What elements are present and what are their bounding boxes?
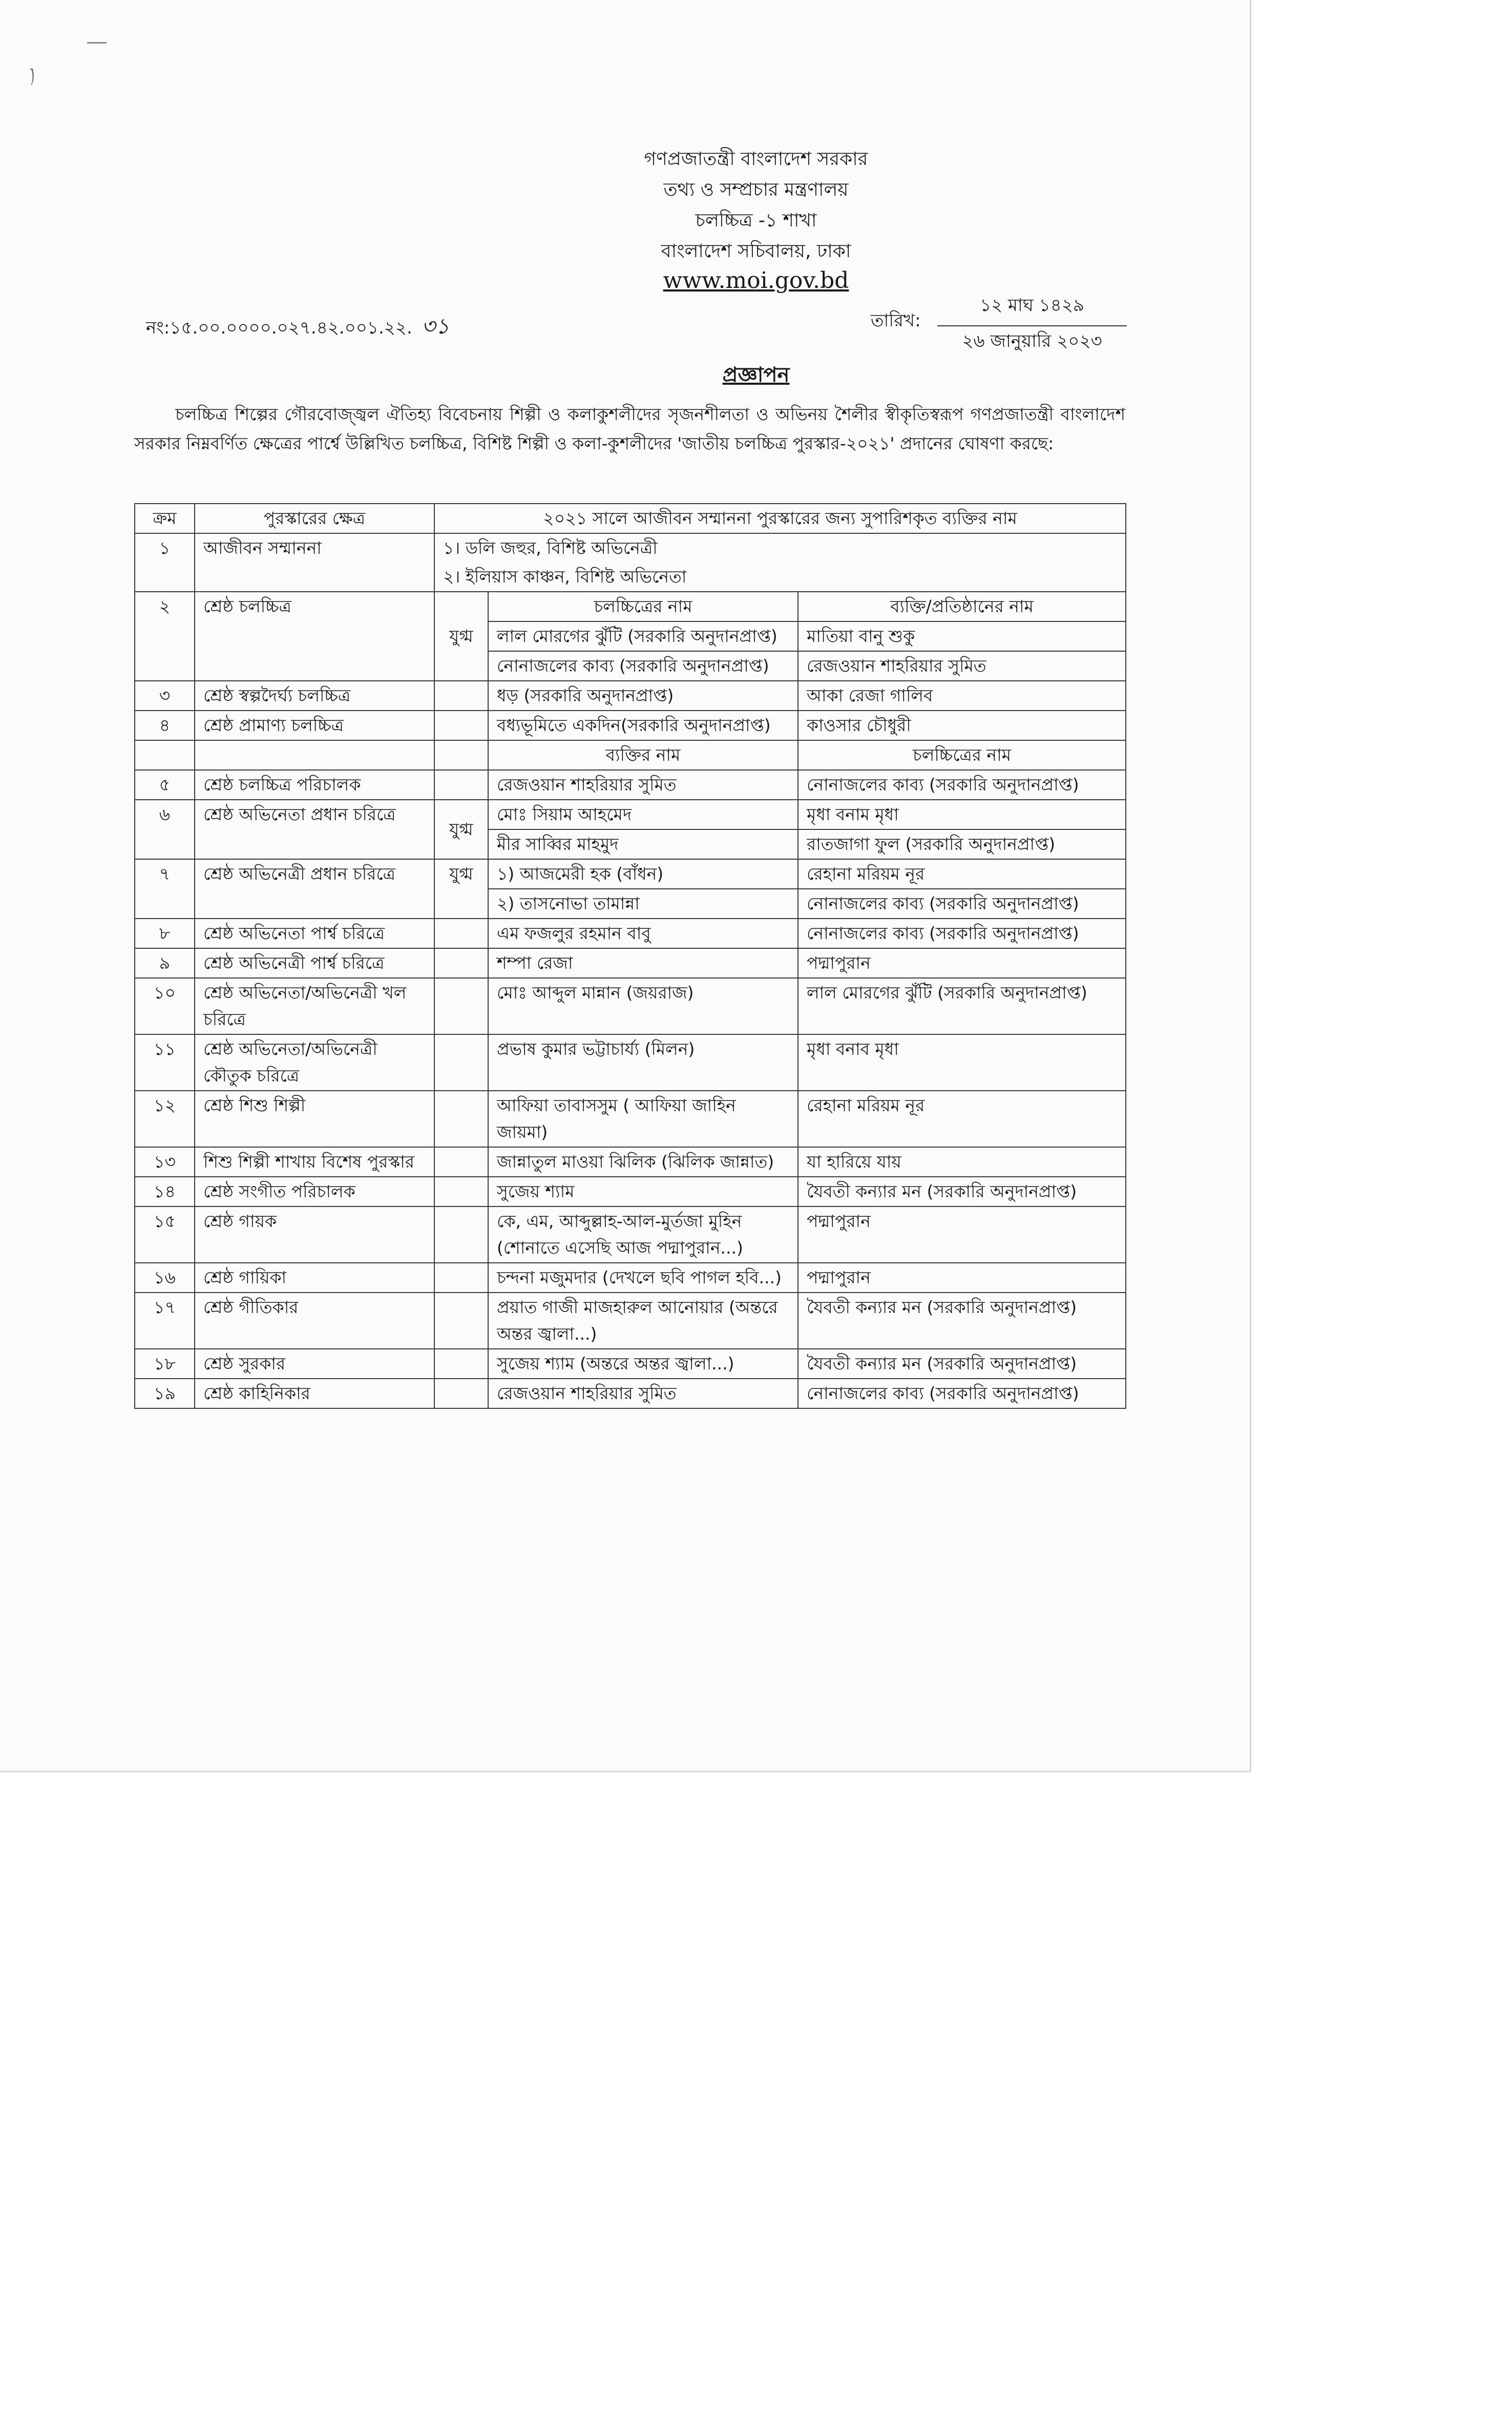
date-label: তারিখ: xyxy=(871,310,921,331)
row-person: ২) তাসনোভা তামান্না xyxy=(488,889,798,919)
row-film: বধ্যভূমিতে একদিন(সরকারি অনুদানপ্রাপ্ত) xyxy=(488,711,798,740)
row-film: নোনাজলের কাব্য (সরকারি অনুদানপ্রাপ্ত) xyxy=(798,919,1126,948)
row-serial: ১১ xyxy=(135,1034,195,1091)
pen-mark: ﾉ xyxy=(23,64,43,90)
row-serial: ১০ xyxy=(135,978,195,1034)
row-serial: ৯ xyxy=(135,948,195,978)
row-category: শ্রেষ্ঠ অভিনেত্রী পার্শ্ব চরিত্রে xyxy=(195,948,434,978)
sub-header-person-org: ব্যক্তি/প্রতিষ্ঠানের নাম xyxy=(798,592,1126,621)
table-header-row xyxy=(135,504,1126,533)
table-row xyxy=(135,1349,1126,1379)
row-person: মীর সাব্বির মাহমুদ xyxy=(488,829,798,859)
notice-intro: চলচ্চিত্র শিল্পের গৌরবোজ্জ্বল ঐতিহ্য বিবেচনায় শিল্পী ও কলাকুশলীদের সৃজনশীলতা ও অভিনয় শৈলীর স্বীকৃতিস্বরূপ গণপ্রজাতন্ত্রী বাংলাদেশ সরকার নিম্নবর্ণিত ক্ষেত্রের পার্শ্বে উল্লিখিত চলচ্চিত্র, বিশিষ্ট শিল্পী ও কলা-কুশলীদের 'জাতীয় চলচ্চিত্র পুরস্কার-২০২১' প্রদানের ঘোষণা করছে: xyxy=(134,404,1125,453)
row-serial: ৭ xyxy=(135,859,195,919)
row-category: শ্রেষ্ঠ অভিনেতা পার্শ্ব চরিত্রে xyxy=(195,919,434,948)
joint-label: যুগ্ম xyxy=(434,800,488,859)
row-category: শ্রেষ্ঠ শিশু শিল্পী xyxy=(195,1091,434,1147)
row-film: পদ্মাপুরান xyxy=(798,948,1126,978)
row-person: কাওসার চৌধুরী xyxy=(798,711,1126,740)
row-person: জান্নাতুল মাওয়া ঝিলিক (ঝিলিক জান্নাত) xyxy=(488,1147,798,1177)
table-row xyxy=(135,978,1126,1034)
memo-number xyxy=(146,309,449,346)
memo-number-text: নং:১৫.০০.০০০০.০২৭.৪২.০০১.২২. xyxy=(146,318,412,338)
scan-edge xyxy=(1250,0,1251,1773)
table-row xyxy=(135,1206,1126,1263)
row-film: নোনাজলের কাব্য (সরকারি অনুদানপ্রাপ্ত) xyxy=(798,770,1126,800)
table-row xyxy=(135,800,1126,829)
table-row xyxy=(135,1091,1126,1147)
sub-header-person: ব্যক্তির নাম xyxy=(488,740,798,770)
date-gregorian: ২৬ জানুয়ারি ২০২৩ xyxy=(962,331,1102,351)
row-serial: ১৫ xyxy=(135,1206,195,1263)
row-category: শ্রেষ্ঠ অভিনেত্রী প্রধান চরিত্রে xyxy=(195,859,434,919)
awards-table xyxy=(134,503,1126,1409)
row-category: আজীবন সম্মাননা xyxy=(195,533,434,592)
row-serial: ২ xyxy=(135,592,195,681)
row-film: রেহানা মরিয়ম নূর xyxy=(798,859,1126,889)
row-serial: ৬ xyxy=(135,800,195,859)
memo-number-handwritten: ৩১ xyxy=(421,314,450,339)
row-category: শিশু শিল্পী শাখায় বিশেষ পুরস্কার xyxy=(195,1147,434,1177)
row-person: রেজওয়ান শাহরিয়ার সুমিত xyxy=(488,1379,798,1408)
row-person: আফিয়া তাবাসসুম ( আফিয়া জাহিন জায়মা) xyxy=(488,1091,798,1147)
row-person: সুজেয় শ্যাম xyxy=(488,1177,798,1206)
col-category-header: পুরস্কারের ক্ষেত্র xyxy=(195,504,434,533)
row-film: লাল মোরগের ঝুঁটি (সরকারি অনুদানপ্রাপ্ত) xyxy=(798,978,1126,1034)
row-film: মৃধা বনাব মৃধা xyxy=(798,1034,1126,1091)
row-film: পদ্মাপুরান xyxy=(798,1206,1126,1263)
row-category: শ্রেষ্ঠ স্বল্পদৈর্ঘ্য চলচ্চিত্র xyxy=(195,681,434,711)
row-person: মোঃ আব্দুল মান্নান (জয়রাজ) xyxy=(488,978,798,1034)
col-lifetime-header: ২০২১ সালে আজীবন সম্মাননা পুরস্কারের জন্য সুপারিশকৃত ব্যক্তির নাম xyxy=(434,504,1126,533)
row-category: শ্রেষ্ঠ গায়ক xyxy=(195,1206,434,1263)
sub-header-film: চলচ্চিত্রের নাম xyxy=(798,740,1126,770)
row-category: শ্রেষ্ঠ সংগীত পরিচালক xyxy=(195,1177,434,1206)
col-serial-header: ক্রম xyxy=(135,504,195,533)
row-film: লাল মোরগের ঝুঁটি (সরকারি অনুদানপ্রাপ্ত) xyxy=(488,621,798,651)
table-row xyxy=(135,770,1126,800)
row-person: শম্পা রেজা xyxy=(488,948,798,978)
row-serial: ৪ xyxy=(135,711,195,740)
table-row xyxy=(135,1293,1126,1349)
joint-label: যুগ্ম xyxy=(434,859,488,919)
scan-bottom-edge xyxy=(0,1771,1251,1773)
row-person: আকা রেজা গালিব xyxy=(798,681,1126,711)
table-row xyxy=(135,592,1126,621)
row-film: পদ্মাপুরান xyxy=(798,1263,1126,1293)
row-person: রেজওয়ান শাহরিয়ার সুমিত xyxy=(798,651,1126,681)
row-person: প্রয়াত গাজী মাজহারুল আনোয়ার (অন্তরে অন্তর জ্বালা...) xyxy=(488,1293,798,1349)
table-row xyxy=(135,948,1126,978)
row-person: রেজওয়ান শাহরিয়ার সুমিত xyxy=(488,770,798,800)
row-film: যৈবতী কন্যার মন (সরকারি অনুদানপ্রাপ্ত) xyxy=(798,1349,1126,1379)
row-category: শ্রেষ্ঠ চলচ্চিত্র xyxy=(195,592,434,681)
date-bangla: ১২ মাঘ ১৪২৯ xyxy=(937,292,1127,326)
row-category: শ্রেষ্ঠ চলচ্চিত্র পরিচালক xyxy=(195,770,434,800)
row-category: শ্রেষ্ঠ অভিনেতা/অভিনেত্রী কৌতুক চরিত্রে xyxy=(195,1034,434,1091)
header-secretariat: বাংলাদেশ সচিবালয়, ঢাকা xyxy=(661,241,851,262)
lifetime-name-1: ১। ডলি জহুর, বিশিষ্ট অভিনেত্রী xyxy=(434,533,1126,563)
pen-stroke xyxy=(87,42,107,44)
row-film: যা হারিয়ে যায় xyxy=(798,1147,1126,1177)
row-person: এম ফজলুর রহমান বাবু xyxy=(488,919,798,948)
row-category: শ্রেষ্ঠ অভিনেতা/অভিনেত্রী খল চরিত্রে xyxy=(195,978,434,1034)
row-category: শ্রেষ্ঠ গীতিকার xyxy=(195,1293,434,1349)
row-serial: ১৯ xyxy=(135,1379,195,1408)
header-government: গণপ্রজাতন্ত্রী বাংলাদেশ সরকার xyxy=(644,149,868,170)
row-category: শ্রেষ্ঠ প্রামাণ্য চলচ্চিত্র xyxy=(195,711,434,740)
header-ministry: তথ্য ও সম্প্রচার মন্ত্রণালয় xyxy=(663,179,849,200)
row-category: শ্রেষ্ঠ কাহিনিকার xyxy=(195,1379,434,1408)
lifetime-name-2: ২। ইলিয়াস কাঞ্চন, বিশিষ্ট অভিনেতা xyxy=(434,563,1126,592)
row-serial: ১৬ xyxy=(135,1263,195,1293)
row-serial: ৩ xyxy=(135,681,195,711)
row-film: নোনাজলের কাব্য (সরকারি অনুদানপ্রাপ্ত) xyxy=(488,651,798,681)
table-row xyxy=(135,1147,1126,1177)
row-serial: ১২ xyxy=(135,1091,195,1147)
row-person: প্রভাষ কুমার ভট্টাচার্য্য (মিলন) xyxy=(488,1034,798,1091)
table-row xyxy=(135,1034,1126,1091)
sub-header-film: চলচ্চিত্রের নাম xyxy=(488,592,798,621)
row-film: ধড় (সরকারি অনুদানপ্রাপ্ত) xyxy=(488,681,798,711)
table-row xyxy=(135,1263,1126,1293)
row-person: সুজেয় শ্যাম (অন্তরে অন্তর জ্বালা...) xyxy=(488,1349,798,1379)
joint-label: যুগ্ম xyxy=(434,592,488,681)
row-film: রেহানা মরিয়ম নূর xyxy=(798,1091,1126,1147)
row-serial: ১৭ xyxy=(135,1293,195,1349)
row-serial: ১ xyxy=(135,533,195,592)
table-row xyxy=(135,1379,1126,1408)
header-website: www.moi.gov.bd xyxy=(663,267,849,294)
table-row xyxy=(135,533,1126,563)
row-category: শ্রেষ্ঠ গায়িকা xyxy=(195,1263,434,1293)
row-category: শ্রেষ্ঠ সুরকার xyxy=(195,1349,434,1379)
row-person: চন্দনা মজুমদার (দেখলে ছবি পাগল হবি...) xyxy=(488,1263,798,1293)
table-row xyxy=(135,859,1126,889)
row-serial: ৫ xyxy=(135,770,195,800)
sub-header-row xyxy=(135,740,1126,770)
row-category: শ্রেষ্ঠ অভিনেতা প্রধান চরিত্রে xyxy=(195,800,434,859)
row-film: রাতজাগা ফুল (সরকারি অনুদানপ্রাপ্ত) xyxy=(798,829,1126,859)
table-row xyxy=(135,1177,1126,1206)
row-serial: ৮ xyxy=(135,919,195,948)
header-section: চলচ্চিত্র -১ শাখা xyxy=(695,210,817,231)
table-row xyxy=(135,711,1126,740)
row-film: মৃধা বনাম মৃধা xyxy=(798,800,1126,829)
row-person: মোঃ সিয়াম আহমেদ xyxy=(488,800,798,829)
row-person: ১) আজমেরী হক (বাঁধন) xyxy=(488,859,798,889)
row-film: যৈবতী কন্যার মন (সরকারি অনুদানপ্রাপ্ত) xyxy=(798,1177,1126,1206)
row-film: নোনাজলের কাব্য (সরকারি অনুদানপ্রাপ্ত) xyxy=(798,889,1126,919)
row-serial: ১৩ xyxy=(135,1147,195,1177)
table-row xyxy=(135,681,1126,711)
row-person: কে, এম, আব্দুল্লাহ-আল-মুর্তজা মুহিন (শোনাতে এসেছি আজ পদ্মাপুরান...) xyxy=(488,1206,798,1263)
row-serial: ১৮ xyxy=(135,1349,195,1379)
row-serial: ১৪ xyxy=(135,1177,195,1206)
row-film: নোনাজলের কাব্য (সরকারি অনুদানপ্রাপ্ত) xyxy=(798,1379,1126,1408)
table-row xyxy=(135,919,1126,948)
notice-title: প্রজ্ঞাপন xyxy=(722,363,790,387)
row-film: যৈবতী কন্যার মন (সরকারি অনুদানপ্রাপ্ত) xyxy=(798,1293,1126,1349)
row-person: মাতিয়া বানু শুকু xyxy=(798,621,1126,651)
